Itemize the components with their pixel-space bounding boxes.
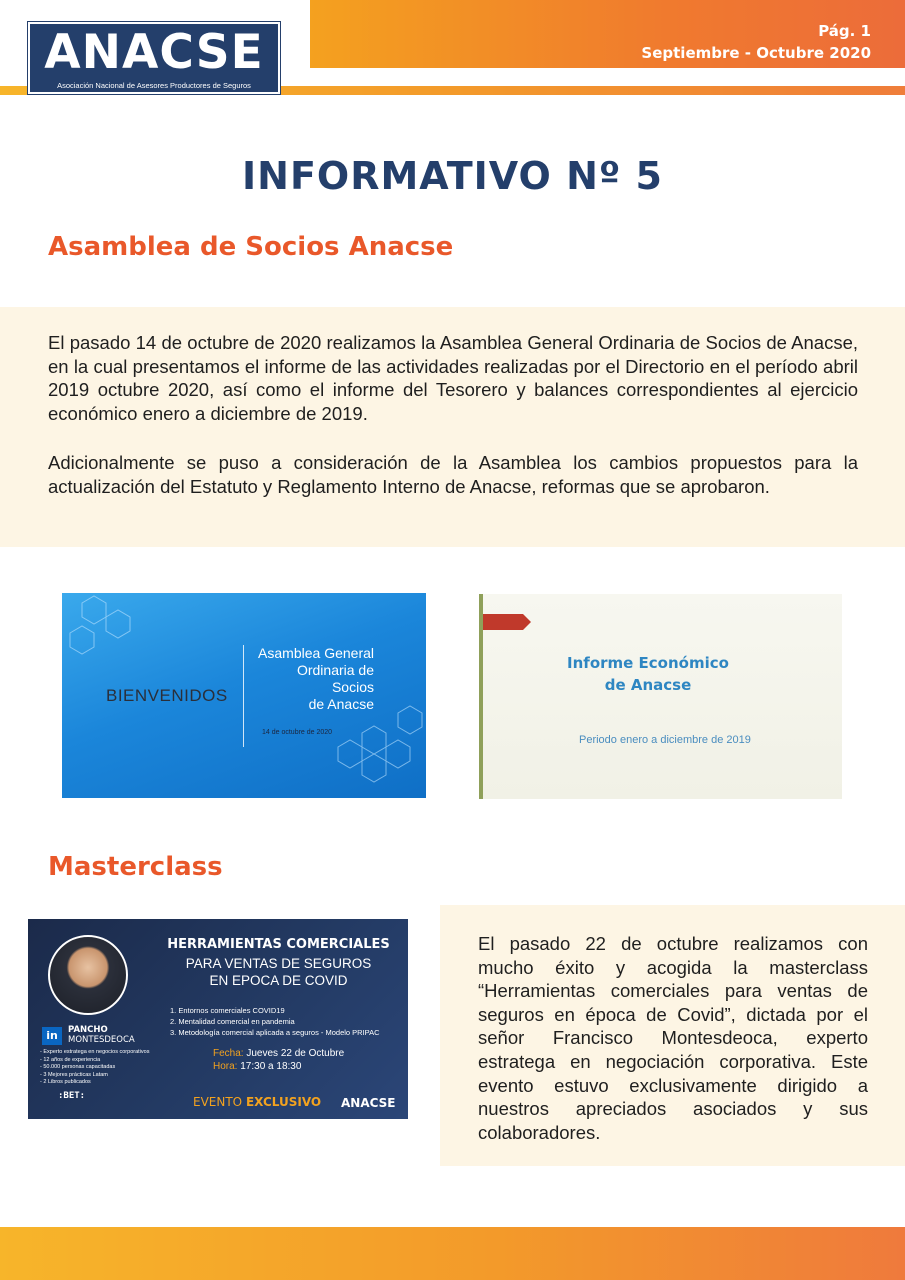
asamblea-text-box: [0, 307, 905, 547]
flyer-subline-1: PARA VENTAS DE SEGUROS: [185, 956, 372, 971]
credential-item: - 12 años de experiencia: [40, 1056, 101, 1063]
exclusive-event-label: [193, 1095, 321, 1109]
logo-wordmark: ANACSE: [44, 25, 264, 80]
footer-bar: [0, 1227, 905, 1280]
bet-logo: :BET:: [58, 1091, 86, 1101]
slide-report-title-line-1: Informe Económico: [567, 654, 729, 672]
asamblea-paragraph-1: El pasado 14 de octubre de 2020 realizamos la Asamblea General Ordinaria de Socios de Anacse, en la cual presentamos el informe de las actividades realizadas por el Directorio en el período abril 2019 octubre 2020, así como el informe del Tesorero y balances correspondientes al ejercicio económico enero a diciembre de 2019.: [48, 332, 858, 424]
logo-subtitle: Asociación Nacional de Asesores Productores de Seguros: [57, 81, 251, 90]
hora-label: Hora:: [213, 1061, 238, 1072]
flyer-headline: HERRAMIENTAS COMERCIALES: [167, 937, 390, 952]
credential-item: - 50.000 personas capacitadas: [40, 1064, 116, 1070]
slide-report-title: [483, 652, 813, 696]
flyer-anacse-logo: ANACSE: [341, 1096, 396, 1110]
linkedin-icon: in: [42, 1027, 62, 1045]
slide-assembly-line-3: Socios: [331, 679, 374, 695]
slide-assembly-line-4: de Anacse: [308, 696, 374, 712]
section-heading-masterclass: Masterclass: [48, 852, 223, 882]
slide-date: 14 de octubre de 2020: [262, 729, 333, 736]
flyer-schedule: [213, 1047, 344, 1073]
fecha-label: Fecha:: [213, 1048, 244, 1059]
slide-welcome-text: BIENVENIDOS: [106, 686, 228, 705]
slide-divider: [243, 645, 244, 747]
flyer-subline-2: EN EPOCA DE COVID: [209, 973, 348, 988]
credential-item: - 2 Libros publicados: [40, 1079, 91, 1085]
newsletter-title: INFORMATIVO Nº 5: [242, 154, 663, 198]
masterclass-paragraph: El pasado 22 de octubre realizamos con mucho éxito y acogida la masterclass “Herramientas comerciales para ventas de seguros en época de Covid”, dictada por el señor Francisco Montesdeoca, experto estratega en negociación corporativa. Este evento estuvo exclusivamente dirigido a nuestros apreciados asociados y sus colaboradores.: [478, 933, 868, 1143]
speaker-last-name: MONTESDEOCA: [68, 1035, 135, 1045]
speaker-credentials: [40, 1049, 149, 1087]
asamblea-paragraph-2: Adicionalmente se puso a consideración de la Asamblea los cambios propuestos para la actualización del Estatuto y Reglamento Interno de Anacse, reformas que se aprobaron.: [48, 452, 858, 497]
flyer-subheadline: [156, 955, 401, 989]
slide-report-title-line-2: de Anacse: [604, 676, 692, 694]
flyer-topic: 2. Mentalidad comercial en pandemia: [170, 1017, 295, 1026]
page-number: Pág. 1: [818, 22, 871, 40]
page-info: [641, 20, 871, 64]
flyer-topics: [170, 1005, 380, 1038]
issue-period: Septiembre - Octubre 2020: [641, 44, 871, 62]
slide-assembly-line-2: Ordinaria de: [296, 662, 374, 678]
exclusivo-word: EXCLUSIVO: [245, 1095, 322, 1109]
anacse-logo: [28, 22, 280, 94]
flyer-topic: 3. Metodología comercial aplicada a seguros - Modelo PRIPAC: [170, 1028, 380, 1037]
slide-assembly-title: [258, 645, 374, 713]
fecha-value: Jueves 22 de Octubre: [246, 1048, 345, 1059]
slide-informe-economico: [479, 594, 842, 799]
flyer-topic: 1. Entornos comerciales COVID19: [170, 1006, 285, 1015]
credential-item: - 3 Mejores prácticas Latam: [40, 1071, 108, 1078]
hora-value: 17:30 a 18:30: [240, 1061, 302, 1072]
masterclass-flyer: [28, 919, 408, 1119]
speaker-photo: [48, 935, 128, 1015]
masterclass-text-box: [440, 905, 905, 1166]
red-arrow-tab-icon: [483, 614, 531, 630]
slide-assembly-line-1: Asamblea General: [258, 645, 374, 661]
credential-item: - Experto estratega en negocios corporativos: [40, 1049, 150, 1055]
section-heading-asamblea: Asamblea de Socios Anacse: [48, 232, 454, 262]
evento-word: EVENTO: [193, 1095, 246, 1109]
slide-report-period: Periodo enero a diciembre de 2019: [579, 734, 751, 746]
slide-bienvenidos: [62, 593, 426, 798]
speaker-name: [68, 1025, 135, 1045]
speaker-first-name: PANCHO: [68, 1025, 108, 1035]
